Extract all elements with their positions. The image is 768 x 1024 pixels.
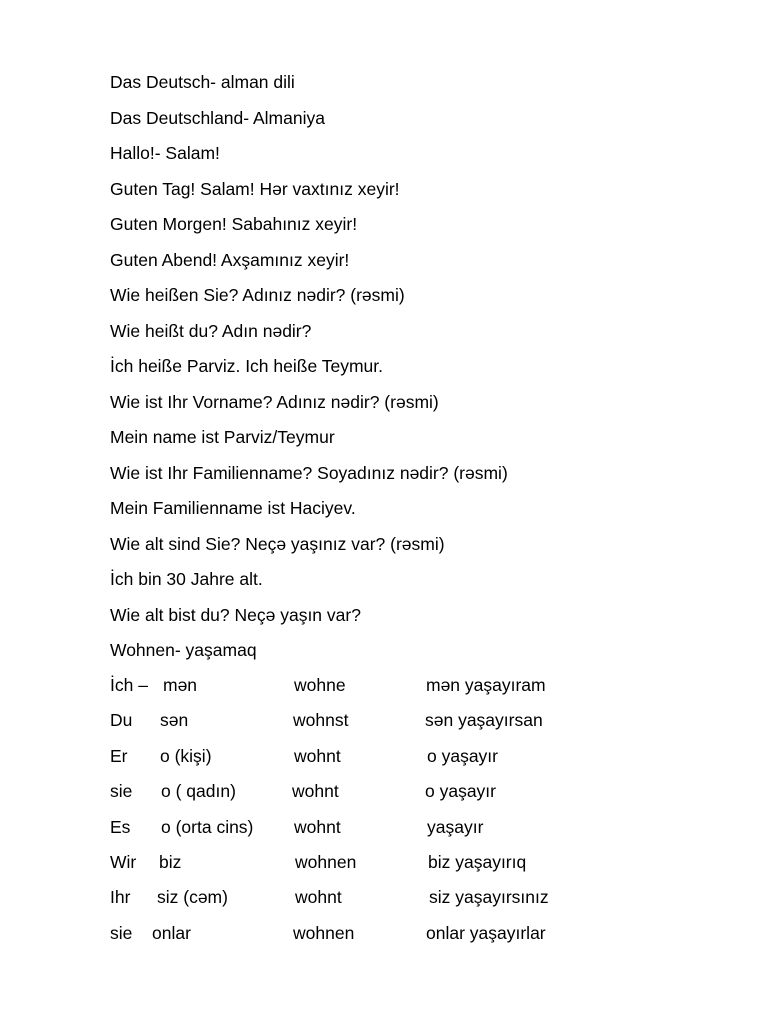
vocabulary-line: Hallo!- Salam!: [110, 143, 220, 163]
verb-form: wohnt: [294, 745, 341, 766]
vocabulary-line: Wie alt sind Sie? Neçə yaşınız var? (rəsmi): [110, 533, 445, 554]
verb-translation: siz yaşayırsınız: [429, 887, 549, 908]
verb-translation: sən yaşayırsan: [425, 710, 543, 731]
verb-translation: mən yaşayıram: [426, 675, 546, 695]
verb-form: wohnt: [295, 887, 342, 908]
conjugation-row: [110, 848, 730, 883]
pronoun-translation: o ( qadın): [161, 781, 236, 802]
vocabulary-line: Wie heißen Sie? Adınız nədir? (rəsmi): [110, 285, 405, 305]
vocabulary-line: Wie ist Ihr Familienname? Soyadınız nədir? (rəsmi): [110, 462, 508, 483]
verb-form: wohnt: [292, 781, 339, 802]
verb-form: wohnst: [293, 710, 349, 731]
verb-translation: biz yaşayırıq: [428, 851, 527, 872]
conjugation-row: [110, 777, 730, 812]
verb-form: wohne: [294, 675, 346, 695]
vocabulary-line: Guten Tag! Salam! Hər vaxtınız xeyir!: [110, 178, 400, 199]
vocabulary-line: Guten Abend! Axşamınız xeyir!: [110, 249, 350, 270]
conjugation-row: [110, 883, 730, 918]
verb-translation: o yaşayır: [425, 781, 496, 802]
vocabulary-line: Wie heißt du? Adın nədir?: [110, 320, 312, 341]
conjugation-row: [110, 706, 730, 741]
vocabulary-line: Das Deutschland- Almaniya: [110, 107, 325, 128]
pronoun-translation: biz: [159, 851, 182, 872]
vocabulary-list: [110, 68, 730, 672]
verb-form: wohnen: [295, 851, 357, 872]
vocabulary-line: Wohnen- yaşamaq: [110, 640, 257, 660]
vocabulary-line: Mein Familienname ist Haciyev.: [110, 498, 356, 518]
vocabulary-line: İch heiße Parviz. Ich heiße Teymur.: [110, 356, 383, 376]
pronoun: Ihr: [110, 887, 131, 908]
conjugation-row: [110, 919, 730, 954]
verb-translation: o yaşayır: [427, 745, 498, 766]
pronoun: Es: [110, 816, 131, 837]
pronoun: Du: [110, 710, 133, 731]
pronoun-translation: o (orta cins): [161, 816, 254, 837]
verb-translation: yaşayır: [427, 816, 484, 837]
vocabulary-line: Guten Morgen! Sabahınız xeyir!: [110, 214, 358, 234]
pronoun: Er: [110, 745, 128, 766]
pronoun-translation: siz (cəm): [157, 887, 228, 908]
pronoun: sie: [110, 922, 133, 943]
pronoun-translation: onlar: [152, 922, 191, 943]
conjugation-row: [110, 742, 730, 777]
verb-form: wohnt: [294, 816, 341, 837]
pronoun: sie: [110, 781, 133, 802]
vocabulary-line: İch bin 30 Jahre alt.: [110, 569, 263, 589]
vocabulary-line: Wie ist Ihr Vorname? Adınız nədir? (rəsmi): [110, 391, 439, 412]
conjugation-row: [110, 813, 730, 848]
conjugation-table: [110, 671, 730, 954]
conjugation-row: [110, 671, 730, 706]
verb-translation: onlar yaşayırlar: [426, 922, 546, 943]
vocabulary-line: Mein name ist Parviz/Teymur: [110, 427, 335, 447]
verb-form: wohnen: [293, 922, 355, 943]
pronoun-translation: mən: [163, 675, 198, 695]
vocabulary-line: Wie alt bist du? Neçə yaşın var?: [110, 604, 361, 625]
pronoun-translation: sən: [160, 710, 189, 731]
pronoun: İch –: [110, 675, 148, 695]
pronoun-translation: o (kişi): [160, 745, 212, 766]
vocabulary-line: Das Deutsch- alman dili: [110, 72, 295, 92]
pronoun: Wir: [110, 851, 137, 872]
